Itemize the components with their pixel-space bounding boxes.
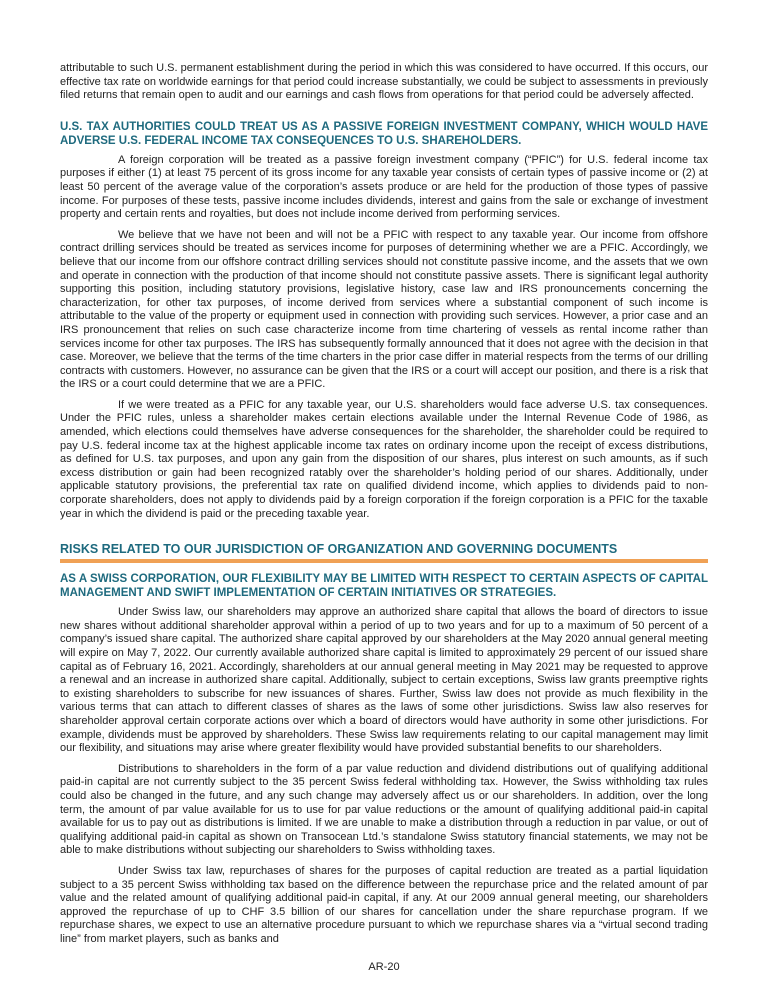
risk-heading-swiss-corporation: AS A SWISS CORPORATION, OUR FLEXIBILITY MAY BE LIMITED WITH RESPECT TO CERTAIN ASPECTS OF CAPITAL MANAGEMENT AND SWIFT IMPLEMENTATION OF CERTAIN INITIATIVES OR STRATEGIES. [60,573,708,600]
paragraph: Distributions to shareholders in the form of a par value reduction and dividend distributions out of qualifying additional paid-in capital are not currently subject to the 35 percent Swiss federal withholding tax. However, the Swiss withholding tax rules could also be changed in the future, and any such change may adversely affect us or our shareholders. In addition, over the long term, the amount of par value available for us to use for par value reductions or the amount of qualifying additional paid-in capital available for us to pay out as distributions is limited. If we are unable to make a distribution through a reduction in par value, or out of qualifying additional paid-in capital as shown on Transocean Ltd.’s standalone Swiss statutory financial statements, we may not be able to make distributions without subjecting our shareholders to Swiss withholding taxes. [60,762,708,857]
paragraph: If we were treated as a PFIC for any taxable year, our U.S. shareholders would face adverse U.S. tax consequences. Under the PFIC rules, unless a shareholder makes certain elections available under the Internal Revenue Code of 1986, as amended, which elections could themselves have adverse consequences for the shareholder, the shareholder could be required to pay U.S. federal income tax at the highest applicable income tax rates on ordinary income upon the receipt of excess distributions, as defined for U.S. tax purposes, and upon any gain from the disposition of our shares, plus interest on such amounts, as if such excess distribution or gain had been recognized ratably over the shareholder’s holding period of our shares. Additionally, under applicable statutory provisions, the preferential tax rate on qualified dividend income, which applies to dividends paid to non-corporate shareholders, does not apply to dividends paid by a foreign corporation if the foreign corporation is a PFIC for the taxable year in which the dividend is paid or the preceding taxable year. [60,398,708,520]
paragraph: A foreign corporation will be treated as a passive foreign investment company (“PFIC”) for U.S. federal income tax purposes if either (1) at least 75 percent of its gross income for any taxable year consists of certain types of passive income or (2) at least 50 percent of the average value of the corporation’s assets produce or are held for the production of those types of passive income. For purposes of these tests, passive income includes dividends, interest and gains from the sale or exchange of investment property and certain rents and royalties, but does not include income derived from performing services. [60,153,708,221]
section-heading-rule [60,559,708,563]
page-number: AR-20 [368,961,400,973]
paragraph: Under Swiss law, our shareholders may approve an authorized share capital that allows the board of directors to issue new shares without additional shareholder approval within a period of up to two years and for up to a maximum of 50 percent of a company’s issued share capital. The authorized share capital approved by our shareholders at the May 2020 annual general meeting will expire on May 7, 2022. Our currently available authorized share capital is limited to approximately 29 percent of our issued share capital as of February 16, 2021. Accordingly, shareholders at our annual general meeting in May 2021 may be requested to approve a renewal and an increase in authorized share capital. Additionally, subject to certain exceptions, Swiss law grants preemptive rights to existing shareholders to subscribe for new issuances of shares. Further, Swiss law does not provide as much flexibility in the various terms that can attach to different classes of shares as the laws of some other jurisdictions. Swiss law also reserves for shareholder approval certain corporate actions over which a board of directors would have authority in some other jurisdictions. For example, dividends must be approved by shareholders. These Swiss law requirements relating to our capital management may limit our flexibility, and situations may arise where greater flexibility would have provided substantial benefits to our shareholders. [60,606,708,755]
risk-heading-pfic: U.S. TAX AUTHORITIES COULD TREAT US AS A PASSIVE FOREIGN INVESTMENT COMPANY, WHICH WOULD HAVE ADVERSE U.S. FEDERAL INCOME TAX CONSEQUENCES TO U.S. SHAREHOLDERS. [60,120,708,147]
paragraph: We believe that we have not been and will not be a PFIC with respect to any taxable year. Our income from offshore contract drilling services should be treated as services income for purposes of determining whether we are a PFIC. Accordingly, we believe that our income from our offshore contract drilling services should not constitute passive income, and the assets that we own and operate in connection with the production of that income should not constitute passive assets. There is significant legal authority supporting this position, including statutory provisions, legislative history, case law and IRS pronouncements concerning the characterization, for other tax purposes, of income derived from services where a substantial component of such income is attributable to the value of the property or equipment used in connection with providing such services. However, a prior case and an IRS pronouncement that relies on such case characterize income from time chartering of vessels as rental income rather than services income for other tax purposes. The IRS has subsequently formally announced that it does not agree with the decision in that case. Moreover, we believe that the terms of the time charters in the prior case differ in material respects from the terms of our drilling contracts with customers. However, no assurance can be given that the IRS or a court will accept our position, and there is a risk that the IRS or a court could determine that we are a PFIC. [60,228,708,391]
paragraph-continuation: attributable to such U.S. permanent establishment during the period in which this was considered to have occurred. If this occurs, our effective tax rate on worldwide earnings for that period could increase substantially, we could be subject to assessments in previously filed returns that remain open to audit and our earnings and cash flows from operations for that period could be adversely affected. [60,62,708,102]
paragraph: Under Swiss tax law, repurchases of shares for the purposes of capital reduction are treated as a partial liquidation subject to a 35 percent Swiss withholding tax based on the difference between the repurchase price and the related amount of par value and the related amount of qualifying additional paid-in capital, if any. At our 2009 annual general meeting, our shareholders approved the repurchase of up to CHF 3.5 billion of our shares for cancellation under the share repurchase program. If we repurchase shares, we expect to use an alternative procedure pursuant to which we repurchase shares via a “virtual second trading line” from market players, such as banks and [60,864,708,945]
section-heading-jurisdiction: RISKS RELATED TO OUR JURISDICTION OF ORGANIZATION AND GOVERNING DOCUMENTS [60,542,618,557]
